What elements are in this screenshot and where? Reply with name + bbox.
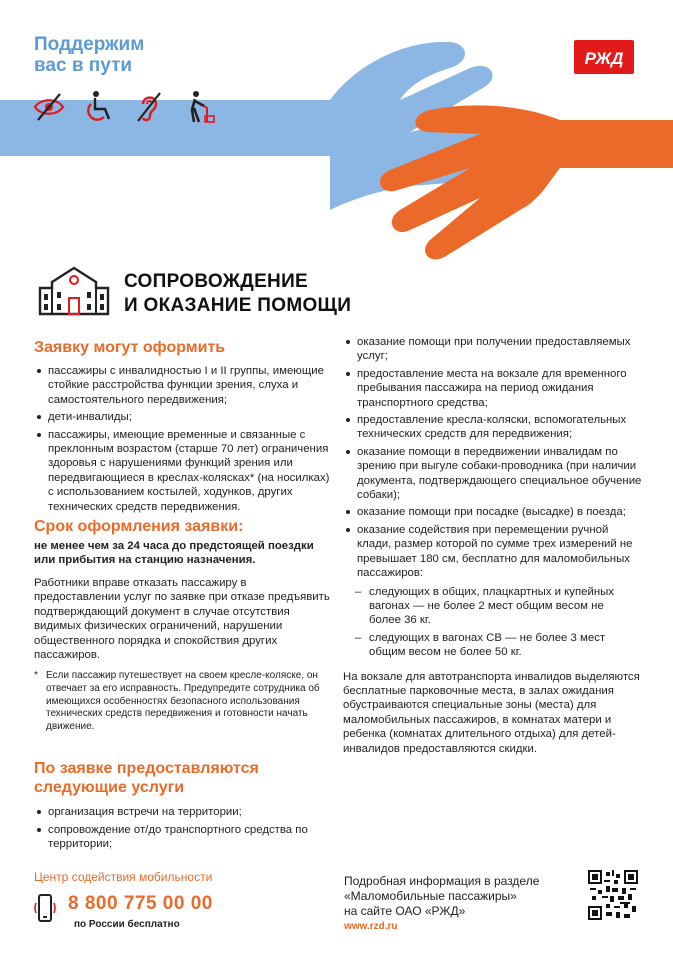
list-item: оказание содействия при перемещении ручной клади, размер которой по сумме трех измерений не превышает 180 см, бесплатно для маломобильных пассажиров:: [343, 523, 643, 581]
phone-number[interactable]: 8 800 775 00 00: [68, 893, 213, 914]
mobility-center-label: Центр содействия мобильности: [34, 870, 213, 884]
elderly-with-cane-icon: [182, 90, 216, 124]
qr-code[interactable]: [588, 870, 638, 920]
list-item: предоставление места на вокзале для временного пребывания пассажира на период ожидания транспортного средства;: [343, 367, 643, 410]
info-line-3: на сайте ОАО «РЖД»: [344, 904, 466, 918]
list-item: дети-инвалиды;: [34, 410, 334, 424]
website-link[interactable]: www.rzd.ru: [344, 921, 398, 932]
list-item: предоставление кресла-коляски, вспомогательных технических средств для передвижения;: [343, 413, 643, 442]
services-heading-line-2: следующие услуги: [34, 779, 185, 797]
who-heading: Заявку могут оформить: [34, 339, 226, 356]
list-item: оказание помощи при посадке (высадке) в поезда;: [343, 505, 643, 519]
services-heading-line-1: По заявке предоставляются: [34, 760, 259, 778]
term-text: не менее чем за 24 часа до предстоящей поездки или прибытия на станцию назначения.: [34, 540, 314, 567]
left-column: [34, 338, 334, 855]
phone-note: по России бесплатно: [74, 919, 180, 930]
page-title-line-1: СОПРОВОЖДЕНИЕ: [124, 271, 308, 292]
list-item: организация встречи на территории;: [34, 805, 334, 819]
hearing-impaired-icon: [132, 90, 166, 124]
info-line-1: Подробная информация в разделе: [344, 874, 540, 888]
services-list-continued: [343, 335, 643, 581]
sub-list-item: – следующих в вагонах СВ — не более 3 мест общим весом не более 50 кг.: [343, 631, 633, 660]
station-building-icon: [36, 264, 112, 316]
services-heading: [34, 759, 334, 797]
list-item: оказание помощи в передвижении инвалидам по зрению при выгуле собаки-проводника (при наличии документа, подтверждающего специальное обучение собаки);: [343, 445, 643, 503]
hands-illustration: [0, 40, 673, 270]
rzd-logo: [574, 40, 634, 74]
list-item: пассажиры, имеющие временные и связанные с преклонным возрастом (старше 70 лет) ограничения здоровья с нарушениями функций зрения или передвигающиеся в креслах-колясках* (на носилках) с использованием костылей, ходунков, других технических средств передвижения.: [34, 428, 334, 514]
page-title-line-2: И ОКАЗАНИЕ ПОМОЩИ: [124, 295, 352, 316]
tagline-line-2: вас в пути: [34, 55, 133, 76]
right-column: [343, 335, 643, 756]
term-heading: Срок оформления заявки:: [34, 518, 244, 536]
phone-icon: [34, 893, 56, 925]
who-list: [34, 364, 334, 514]
wheelchair-icon: [82, 90, 116, 124]
accessibility-icons: [32, 90, 216, 124]
tagline-line-1: Поддержим: [34, 34, 145, 55]
refuse-text: Работники вправе отказать пассажиру в предоставлении услуг по заявке при отказе предъявить подтверждающий документ в случае отсутствия видимых физических ограничений, нарушении общественного порядка и спокойствия других пассажиров.: [34, 576, 330, 661]
list-item: пассажиры с инвалидностью I и II группы, имеющие стойкие расстройства функции зрения, слуха и самостоятельного передвижения;: [34, 364, 334, 407]
luggage-sublist: [343, 585, 643, 660]
page-title: [124, 270, 444, 318]
vision-impaired-icon: [32, 90, 66, 124]
sub-list-item: – следующих в общих, плацкартных и купейных вагонах — не более 2 мест общим весом не более 36 кг.: [343, 585, 633, 628]
footnote-text: Если пассажир путешествует на своем кресле-коляске, он отвечает за его исправность. Предупредите сотрудника об имеющихся особенностях безопасного использования технических средств передвижения и готовности начать движение.: [46, 670, 320, 732]
list-item: сопровождение от/до транспортного средства по территории;: [34, 823, 334, 852]
info-line-2: «Маломобильные пассажиры»: [344, 889, 517, 903]
footnote-mark: *: [34, 670, 38, 682]
list-item: оказание помощи при получении предоставляемых услуг;: [343, 335, 643, 364]
parking-text: На вокзале для автотранспорта инвалидов выделяются бесплатные парковочные места, в залах ожидания обустраиваются специальные зоны (места) для маломобильных пассажиров, в комнатах матери и ребенка (комнатах длительного отдыха) для детей-инвалидов предоставляются скидки.: [343, 670, 640, 755]
info-block: [344, 874, 574, 919]
logo-text: РЖД: [584, 49, 624, 68]
services-list: [34, 805, 334, 851]
footnote: [34, 670, 334, 733]
